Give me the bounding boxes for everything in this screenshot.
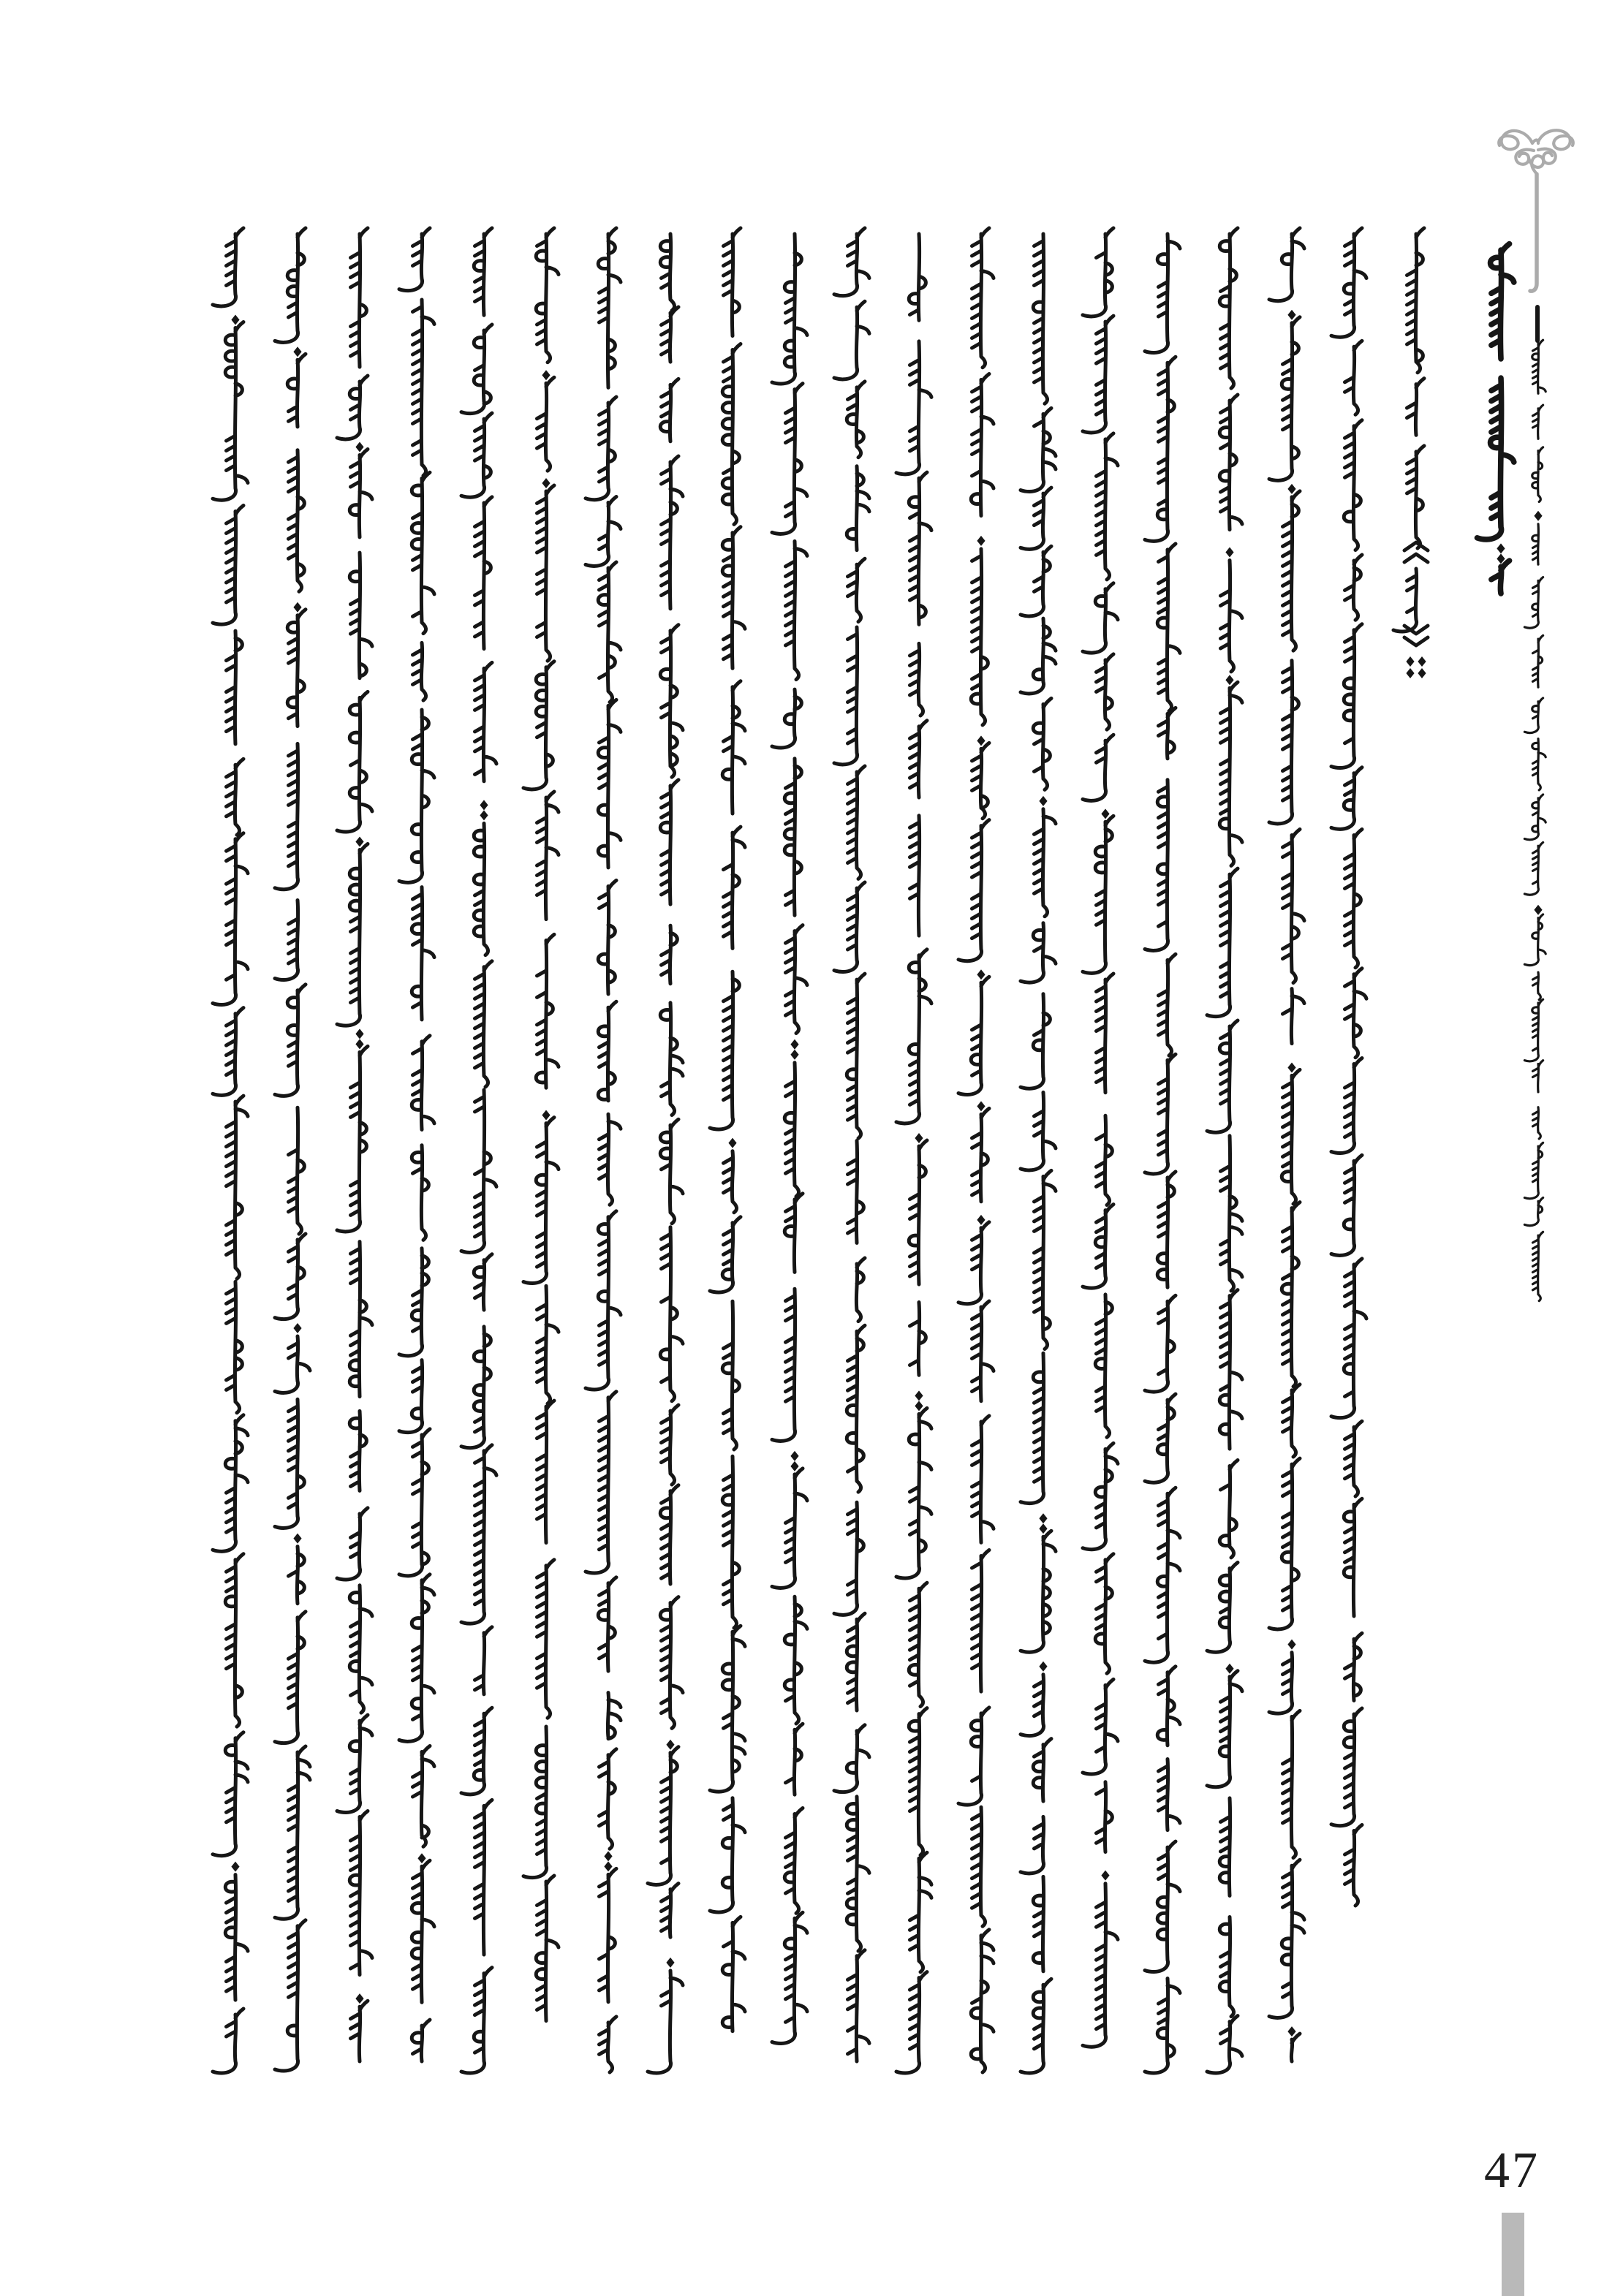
text-column-full-line — [1083, 228, 1118, 2047]
text-column-full-line — [1145, 234, 1180, 2073]
text-column-full-line — [523, 228, 559, 2021]
footer-accent-bar — [1502, 2213, 1524, 2296]
text-column-full-line — [896, 234, 931, 2073]
text-column-full-line — [1207, 228, 1242, 2073]
text-column-full-line — [275, 228, 310, 2071]
text-column-attribution-line — [1393, 228, 1428, 678]
text-column-full-line — [461, 228, 496, 2073]
text-column-full-line — [772, 234, 807, 2044]
text-column-full-line — [1021, 234, 1056, 2073]
text-column-paragraph-end — [1331, 228, 1366, 1906]
text-column-full-line — [648, 234, 683, 2073]
text-column-full-line — [586, 228, 621, 2072]
page-number: 47 — [1484, 2142, 1540, 2199]
text-column-full-line — [213, 228, 248, 2073]
text-column-running-head-title — [1478, 244, 1514, 594]
text-column-full-line — [337, 228, 372, 2061]
text-column-full-line — [834, 228, 869, 2061]
text-column-full-line — [958, 228, 994, 2072]
text-column-running-head — [1524, 340, 1546, 1301]
text-column-full-line — [710, 228, 745, 2031]
flourish-ornament — [1499, 130, 1573, 291]
text-column-full-line — [399, 228, 434, 2061]
text-column-full-line — [1269, 228, 1304, 2061]
